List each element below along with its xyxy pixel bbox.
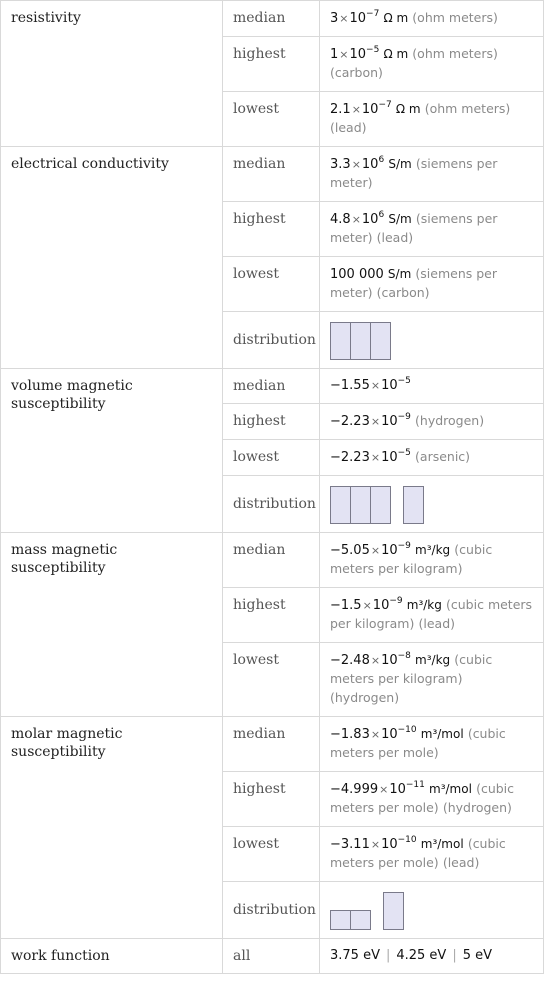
value-note: (arsenic) [415,449,471,464]
value-unit: m³/kg [415,543,451,557]
entry-value [320,588,544,643]
table-row [1,147,544,202]
value-exponent: −7 [378,99,392,110]
value-mantissa: 2.1 [330,102,351,117]
entry-value [320,882,544,939]
property-name: work function [1,939,223,974]
histogram-bar [350,486,371,524]
value-mantissa: 4.8 [330,212,351,227]
value-note: (carbon) [376,285,430,300]
value-mantissa: −1.55 [330,378,370,393]
histogram-bar [370,486,391,524]
value-base: 10 [381,414,398,429]
value-exponent: −5 [366,44,380,55]
entry-label: all [223,939,320,974]
value-note: (lead) [376,230,414,245]
distribution-histogram [330,484,533,524]
value-mantissa: −3.11 [330,837,370,852]
value-exponent: −9 [397,540,411,551]
entry-value [320,404,544,440]
value-mantissa: −2.48 [330,653,370,668]
value-base: 10 [349,11,367,26]
histogram-bar [330,910,351,930]
entry-label: highest [223,202,320,257]
table-row [1,1,544,37]
value-unit: m³/kg [415,653,451,667]
value-exponent: 6 [378,209,385,220]
entry-value [320,827,544,882]
unit-description: (cubic meters per kilogram) [330,597,533,631]
property-name: resistivity [1,1,223,147]
entry-value [320,92,544,147]
histogram-bar [330,486,351,524]
value-base: 10 [361,102,379,117]
entry-value [320,1,544,37]
value-unit: m³/mol [429,782,472,796]
value-mantissa: −2.23 [330,450,370,465]
value-note: (hydrogen) [415,413,485,428]
unit-description: (cubic meters per kilogram) [330,652,493,686]
times-sign: × [379,783,389,796]
value-base: 10 [381,727,398,742]
times-sign: × [351,103,361,116]
entry-label: distribution [223,882,320,939]
list-separator: | [385,948,391,963]
entry-value [320,440,544,476]
property-name: electrical conductivity [1,147,223,369]
entry-label: median [223,533,320,588]
entry-label: median [223,369,320,404]
value-unit: Ω m [383,47,409,61]
value-unit: S/m [388,212,412,226]
table-row [1,533,544,588]
value-number: 100 000 [330,267,384,282]
value-mantissa: −5.05 [330,543,370,558]
value-base: 10 [381,837,398,852]
value-base: 10 [361,157,379,172]
value-base: 10 [381,450,398,465]
entry-label: median [223,717,320,772]
times-sign: × [370,654,381,667]
value-mantissa: 1 [330,47,339,62]
entry-label: lowest [223,827,320,882]
entry-value [320,533,544,588]
times-sign: × [370,728,381,741]
entry-label: median [223,1,320,37]
times-sign: × [362,599,372,612]
entry-value [320,312,544,369]
entry-label: highest [223,37,320,92]
entry-label: lowest [223,92,320,147]
table-row [1,717,544,772]
value-base: 10 [361,212,379,227]
histogram-bar [350,322,371,360]
unit-description: (ohm meters) [424,101,511,116]
value-item: 5 eV [462,948,493,963]
unit-description: (cubic meters per kilogram) [330,542,493,576]
distribution-histogram [330,320,533,360]
entry-label: lowest [223,440,320,476]
entry-value [320,202,544,257]
value-note: (hydrogen) [442,800,512,815]
table-row [1,939,544,974]
entry-value [320,147,544,202]
property-name: volume magnetic susceptibility [1,369,223,533]
entry-label: distribution [223,312,320,369]
value-note: (lead) [442,855,480,870]
table-row [1,369,544,404]
value-mantissa: 3.3 [330,157,351,172]
times-sign: × [339,48,349,61]
times-sign: × [370,415,381,428]
property-name: molar magnetic susceptibility [1,717,223,939]
value-note: (hydrogen) [330,690,400,705]
unit-description: (ohm meters) [412,10,498,25]
entry-label: highest [223,588,320,643]
entry-value [320,939,544,974]
value-note: (carbon) [330,65,383,80]
value-mantissa: 3 [330,11,339,26]
value-base: 10 [381,653,398,668]
entry-value [320,643,544,717]
times-sign: × [351,213,361,226]
unit-description: (cubic meters per mole) [330,781,515,815]
unit-description: (siemens per meter) [330,266,497,300]
times-sign: × [339,12,349,25]
unit-description: (siemens per meter) [330,156,498,190]
times-sign: × [370,838,381,851]
entry-label: distribution [223,476,320,533]
value-exponent: −8 [397,650,411,661]
unit-description: (cubic meters per mole) [330,836,506,870]
value-mantissa: −1.5 [330,598,362,613]
value-mantissa: −2.23 [330,414,370,429]
entry-value [320,717,544,772]
value-unit: Ω m [383,11,409,25]
entry-label: median [223,147,320,202]
times-sign: × [351,158,361,171]
histogram-bar [383,892,404,930]
value-unit: m³/kg [406,598,442,612]
entry-label: highest [223,772,320,827]
value-exponent: −9 [397,411,411,422]
list-separator: | [452,948,457,963]
value-exponent: 6 [378,154,385,165]
value-note: (lead) [330,120,367,135]
value-base: 10 [381,543,398,558]
value-mantissa: −4.999 [330,782,379,797]
entry-value [320,369,544,404]
histogram-bar [330,322,351,360]
value-item: 4.25 eV [396,948,447,963]
unit-description: (siemens per meter) [330,211,498,245]
value-unit: S/m [388,157,412,171]
histogram-bar [370,322,391,360]
value-exponent: −5 [397,447,411,458]
entry-label: highest [223,404,320,440]
value-exponent: −10 [397,834,417,845]
times-sign: × [370,451,381,464]
entry-value [320,476,544,533]
unit-description: (ohm meters) [412,46,498,61]
entry-label: lowest [223,257,320,312]
entry-value [320,37,544,92]
value-item: 3.75 eV [330,948,380,963]
unit-description: (cubic meters per mole) [330,726,506,760]
value-unit: m³/mol [420,837,464,851]
value-exponent: −7 [366,8,380,19]
value-unit: S/m [387,267,412,281]
property-name: mass magnetic susceptibility [1,533,223,717]
entry-value [320,257,544,312]
value-base: 10 [381,378,398,393]
value-exponent: −9 [389,595,403,606]
value-unit: m³/mol [420,727,464,741]
histogram-bar [350,910,371,930]
value-base: 10 [372,598,390,613]
histogram-bar [403,486,424,524]
value-note: (lead) [418,616,456,631]
entry-value [320,772,544,827]
value-exponent: −5 [397,375,411,386]
value-unit: Ω m [395,102,421,116]
distribution-histogram [330,890,533,930]
value-exponent: −10 [397,724,417,735]
value-base: 10 [389,782,406,797]
entry-label: lowest [223,643,320,717]
value-base: 10 [349,47,367,62]
value-exponent: −11 [405,779,425,790]
times-sign: × [370,379,381,392]
value-mantissa: −1.83 [330,727,370,742]
times-sign: × [370,544,381,557]
